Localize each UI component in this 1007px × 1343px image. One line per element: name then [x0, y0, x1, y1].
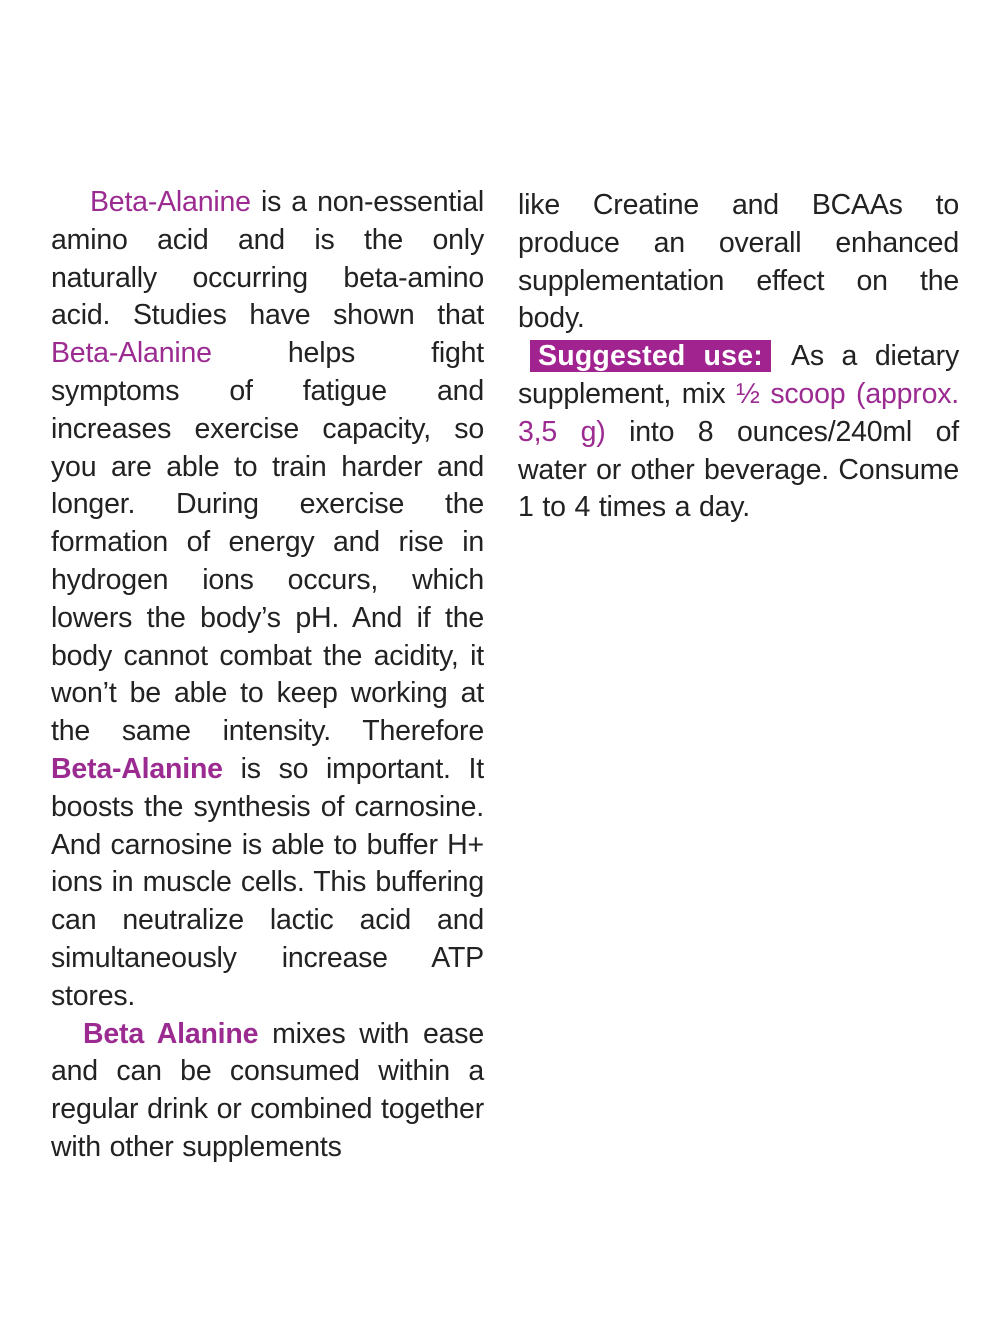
suggested-use-paragraph	[518, 338, 959, 527]
suggested-use-text-2: into 8 ounces/240ml of water or other beverage. Consume 1 to 4 times a day.	[518, 415, 959, 524]
mixing-text: mixes with ease and can be consumed within a regular drink or combined together with other supplements	[51, 1017, 484, 1163]
continuation-paragraph: like Creatine and BCAAs to produce an overall enhanced supplementation effect on the body.	[518, 189, 959, 335]
right-column	[518, 187, 959, 527]
product-term-bold: Beta Alanine	[83, 1017, 259, 1050]
product-term: Beta-Alanine	[51, 337, 212, 370]
product-term-bold: Beta-Alanine	[51, 752, 223, 785]
mixing-paragraph	[51, 1016, 484, 1167]
dose-amount: ½ scoop (approx. 3,5 g)	[518, 377, 959, 448]
intro-text-1: is a non-essential amino acid and is the only naturally occurring beta-amino acid. Studies have shown that	[51, 186, 484, 332]
intro-text-3: is so important. It boosts the synthesis of carnosine. And carnosine is able to buffer H+ ions in muscle cells. This buffering can neutralize lactic acid and simultaneously increase ATP stores.	[51, 752, 484, 1012]
intro-paragraph	[51, 184, 484, 1016]
suggested-use-label: Suggested use:	[530, 340, 771, 372]
product-term: Beta-Alanine	[90, 186, 251, 218]
left-column	[51, 184, 484, 1167]
suggested-use-text-1: As a dietary supplement, mix	[518, 340, 959, 410]
intro-text-2: helps fight symptoms of fatigue and increases exercise capacity, so you are able to train harder and longer. During exercise the formation of energy and rise in hydrogen ions occurs, which lowers the body’s pH. And if the body cannot combat the acidity, it won’t be able to keep working at the same intensity. Therefore	[51, 337, 484, 748]
